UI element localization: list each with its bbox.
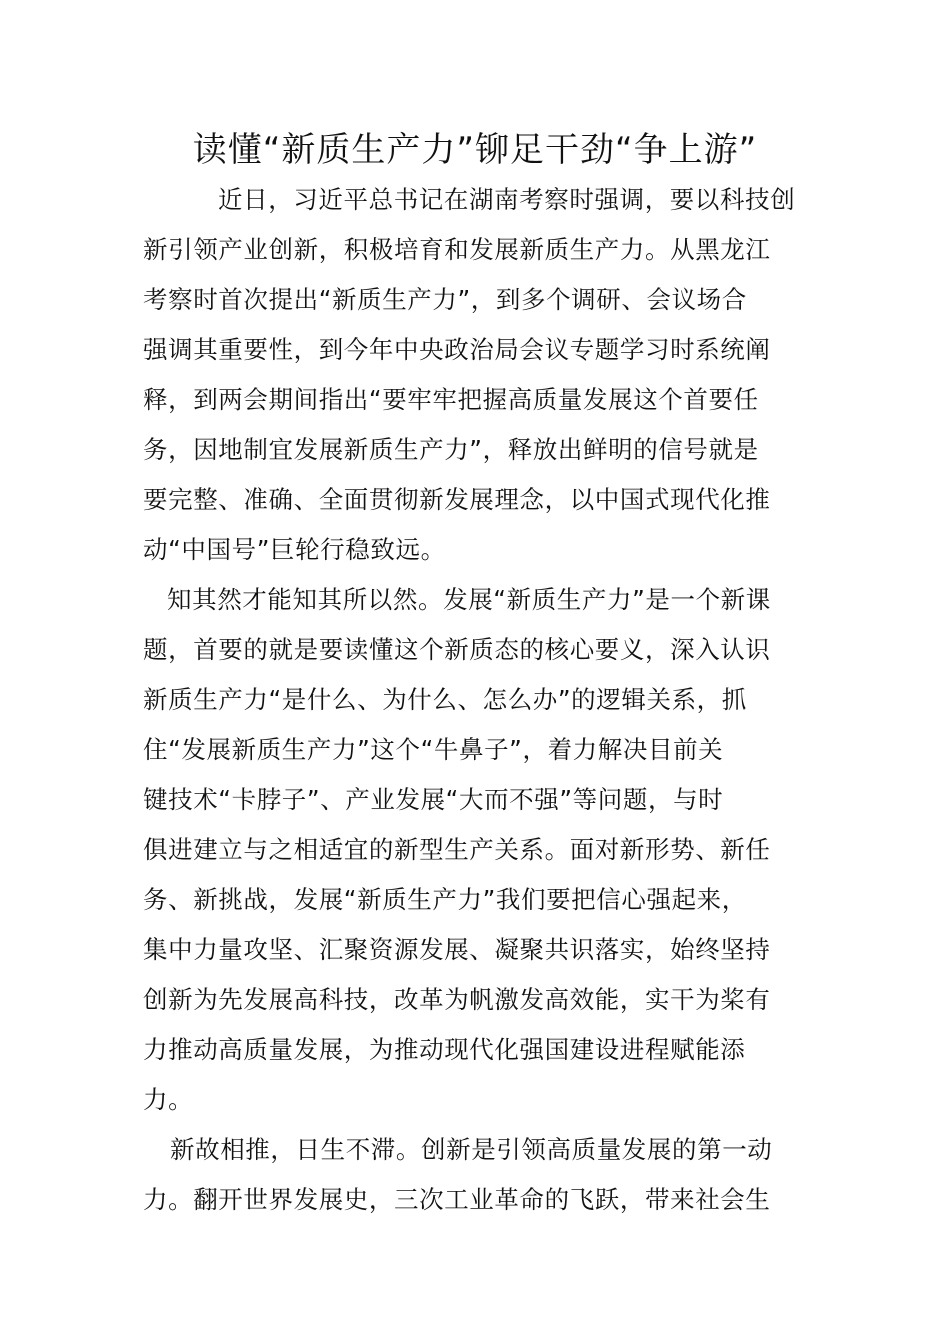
paragraph-2-line-9: 创新为先发展高科技，改革为帆激发高效能，实干为桨有 (143, 985, 771, 1014)
paragraph-1-line-6: 务，因地制宜发展新质生产力”，释放出鲜明的信号就是 (143, 435, 759, 464)
paragraph-1-line-7: 要完整、准确、全面贯彻新发展理念，以中国式现代化推 (143, 485, 771, 514)
paragraph-2-line-2: 题，首要的就是要读懂这个新质态的核心要义，深入认识 (143, 635, 771, 664)
document-title: 读懂“新质生产力”铆足干劲“争上游” (192, 130, 758, 170)
paragraph-2-line-3: 新质生产力“是什么、为什么、怎么办”的逻辑关系，抓 (143, 685, 747, 714)
paragraph-1-line-5: 释，到两会期间指出“要牢牢把握高质量发展这个首要任 (143, 385, 759, 414)
paragraph-2-line-10: 力推动高质量发展，为推动现代化强国建设进程赋能添 (143, 1035, 746, 1064)
paragraph-2-line-11: 力。 (143, 1085, 194, 1114)
paragraph-2-line-7: 务、新挑战，发展“新质生产力”我们要把信心强起来， (143, 885, 747, 914)
paragraph-2-line-5: 键技术“卡脖子”、产业发展“大而不强”等问题，与时 (143, 785, 724, 814)
paragraph-1-line-3: 考察时首次提出“新质生产力”，到多个调研、会议场合 (143, 285, 747, 314)
paragraph-3-line-2: 力。翻开世界发展史，三次工业革命的飞跃，带来社会生 (143, 1185, 771, 1214)
paragraph-1-line-4: 强调其重要性，到今年中央政治局会议专题学习时系统阐 (143, 335, 771, 364)
paragraph-1-line-8: 动“中国号”巨轮行稳致远。 (143, 535, 446, 564)
paragraph-1-line-2: 新引领产业创新，积极培育和发展新质生产力。从黑龙江 (143, 235, 771, 264)
paragraph-2-line-6: 俱进建立与之相适宜的新型生产关系。面对新形势、新任 (143, 835, 771, 864)
paragraph-2-line-8: 集中力量攻坚、汇聚资源发展、凝聚共识落实，始终坚持 (143, 935, 771, 964)
paragraph-2-line-1: 知其然才能知其所以然。发展“新质生产力”是一个新课 (167, 585, 771, 614)
paragraph-1-line-1: 近日，习近平总书记在湖南考察时强调，要以科技创 (218, 185, 796, 214)
paragraph-2-line-4: 住“发展新质生产力”这个“牛鼻子”，着力解决目前关 (143, 735, 724, 764)
paragraph-3-line-1: 新故相推，日生不滞。创新是引领高质量发展的第一动 (170, 1135, 773, 1164)
